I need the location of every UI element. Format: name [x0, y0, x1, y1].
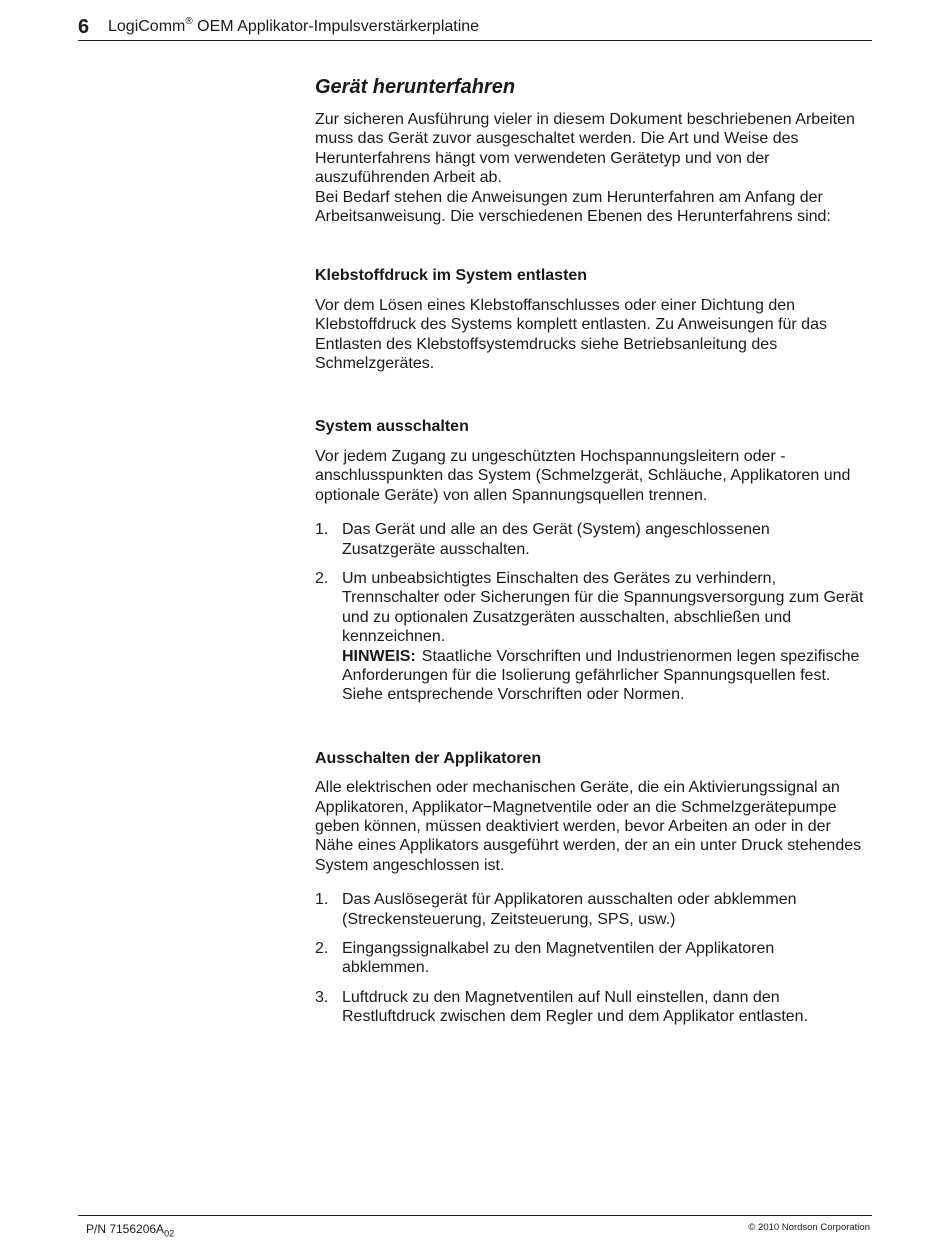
- step-number: 1.: [315, 891, 329, 909]
- part-number-text: P/N 7156206A: [86, 1222, 165, 1236]
- subsection-text: Vor jedem Zugang zu ungeschützten Hochspannungsleitern oder -anschlusspunkten das System (Schmelzgerät, Schläuche, Applikatoren und optionale Geräte) von allen Spannungsquellen trennen.: [315, 447, 851, 504]
- document-title-name: LogiComm: [108, 18, 186, 35]
- intro-paragraph-2: Bei Bedarf stehen die Anweisungen zum Herunterfahren am Anfang der Arbeitsanweisung. Die verschiedenen Ebenen des Herunterfahrens sind:: [315, 188, 831, 226]
- step-number: 1.: [315, 521, 329, 539]
- list-item: [315, 939, 865, 978]
- list-item: [315, 520, 865, 559]
- subsection-title: Ausschalten der Applikatoren: [315, 749, 542, 767]
- step-text: Das Gerät und alle an des Gerät (System) angeschlossenen Zusatzgeräte ausschalten.: [342, 521, 770, 558]
- list-item: [315, 569, 865, 705]
- intro-paragraph: Zur sicheren Ausführung vieler in diesem Dokument beschriebenen Arbeiten muss das Gerät zuvor ausgeschaltet werden. Die Art und Weise des Herunterfahrens hängt vom verwendeten Gerätetyp und von der auszuführenden Arbeit ab.: [315, 111, 855, 187]
- registered-mark: ®: [185, 16, 193, 27]
- steps-list: [315, 520, 865, 705]
- step-text: Um unbeabsichtigtes Einschalten des Gerätes zu verhindern, Trennschalter oder Sicherungen für die Spannungsversorgung zum Gerät und zu optionalen Zusatzgeräten ausschalten, abschließen und kennzeichnen.: [342, 569, 864, 646]
- note: [342, 647, 865, 705]
- list-item: [315, 988, 865, 1027]
- subsection-text: Vor dem Lösen eines Klebstoffanschlusses oder einer Dichtung den Klebstoffdruck des Systems komplett entlasten. Zu Anweisungen für das Entlasten des Klebstoffsystemdrucks siehe Betriebsanleitung des Schmelzgerätes.: [315, 296, 827, 373]
- step-text: Das Auslösegerät für Applikatoren ausschalten oder abklemmen (Streckensteuerung, Zeitsteuerung, SPS, usw.): [342, 891, 797, 928]
- step-number: 2.: [315, 940, 329, 957]
- page-header: [78, 14, 872, 41]
- subsection-pressure-relief: [315, 266, 865, 373]
- subsection-system-off: [315, 417, 865, 704]
- document-title: [108, 18, 479, 36]
- subsection-applicators-off: [315, 749, 865, 1027]
- note-label: HINWEIS:: [342, 647, 416, 665]
- revision: 02: [164, 1228, 175, 1239]
- steps-list: [315, 890, 865, 1026]
- step-number: 2.: [315, 569, 329, 587]
- step-number: 3.: [315, 988, 329, 1006]
- step-text: Eingangssignalkabel zu den Magnetventilen der Applikatoren abklemmen.: [342, 940, 775, 977]
- part-number: [86, 1222, 174, 1238]
- note-text: Staatliche Vorschriften und Industrienormen legen spezifische Anforderungen für die Isolierung gefährlicher Spannungsquellen fest. Siehe entsprechende Vorschriften oder Normen.: [342, 647, 860, 704]
- subsection-title: Klebstoffdruck im System entlasten: [315, 267, 588, 285]
- page-number: 6: [78, 16, 90, 38]
- page-footer: [78, 1215, 872, 1240]
- step-text: Luftdruck zu den Magnetventilen auf Null einstellen, dann den Restluftdruck zwischen dem Regler und dem Applikator entlasten.: [342, 988, 809, 1026]
- list-item: [315, 890, 865, 929]
- main-content: [315, 74, 865, 1037]
- subsection-title: System ausschalten: [315, 418, 469, 436]
- copyright: © 2010 Nordson Corporation: [748, 1222, 870, 1233]
- subsection-text: Alle elektrischen oder mechanischen Geräte, die ein Aktivierungssignal an Applikatoren, Applikator−Magnetventile oder an die Schmelzgerätepumpe geben können, müssen deaktiviert werden, bevor Arbeiten an oder in der Nähe eines Applikators ausgeführt werden, der an ein unter Druck stehendes System angeschlossen ist.: [315, 779, 862, 874]
- document-title-rest: OEM Applikator-Impulsverstärkerplatine: [192, 18, 480, 35]
- section-heading: Gerät herunterfahren: [315, 76, 516, 98]
